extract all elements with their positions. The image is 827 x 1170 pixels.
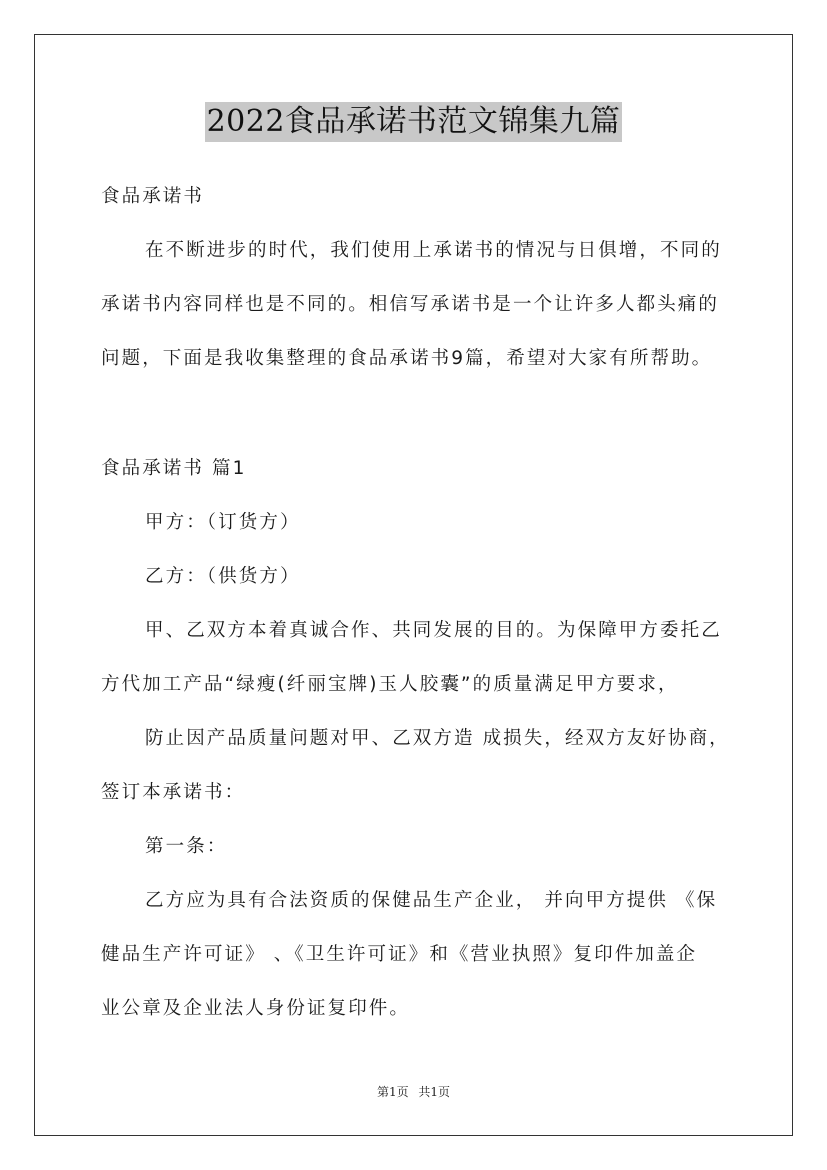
title-container — [0, 102, 827, 142]
para1-line-1: 甲、乙双方本着真诚合作、共同发展的目的。为保障甲方委托乙 — [145, 620, 722, 641]
para1-line-2: 方代加工产品“绿瘦(纤丽宝牌)玉人胶囊”的质量满足甲方要求， — [101, 674, 679, 695]
party-a: 甲方：（订货方） — [145, 512, 301, 533]
page-total: 共1页 — [418, 1085, 451, 1099]
page-footer — [0, 1083, 827, 1100]
party-b: 乙方：（供货方） — [145, 566, 301, 587]
intro-line-2: 承诺书内容同样也是不同的。相信写承诺书是一个让许多人都头痛的 — [101, 294, 720, 315]
article1-line-2: 健品生产许可证》 、《卫生许可证》和《营业执照》复印件加盖企 — [101, 944, 698, 965]
section-title: 食品承诺书 篇1 — [101, 458, 247, 479]
para2-line-2: 签订本承诺书： — [101, 782, 246, 803]
article1-line-1: 乙方应为具有合法资质的保健品生产企业， 并向甲方提供 《保 — [145, 890, 718, 911]
document-title: 2022食品承诺书范文锦集九篇 — [205, 102, 623, 142]
article1-title: 第一条： — [145, 836, 228, 857]
para2-line-1: 防止因产品质量问题对甲、乙双方造 成损失，经双方友好协商， — [145, 728, 730, 749]
page-number: 第1页 — [376, 1085, 409, 1099]
intro-line-3: 问题，下面是我收集整理的食品承诺书9篇，希望对大家有所帮助。 — [101, 348, 713, 369]
heading: 食品承诺书 — [101, 186, 205, 207]
intro-line-1: 在不断进步的时代，我们使用上承诺书的情况与日俱增，不同的 — [145, 240, 722, 261]
article1-line-3: 业公章及企业法人身份证复印件。 — [101, 998, 411, 1019]
